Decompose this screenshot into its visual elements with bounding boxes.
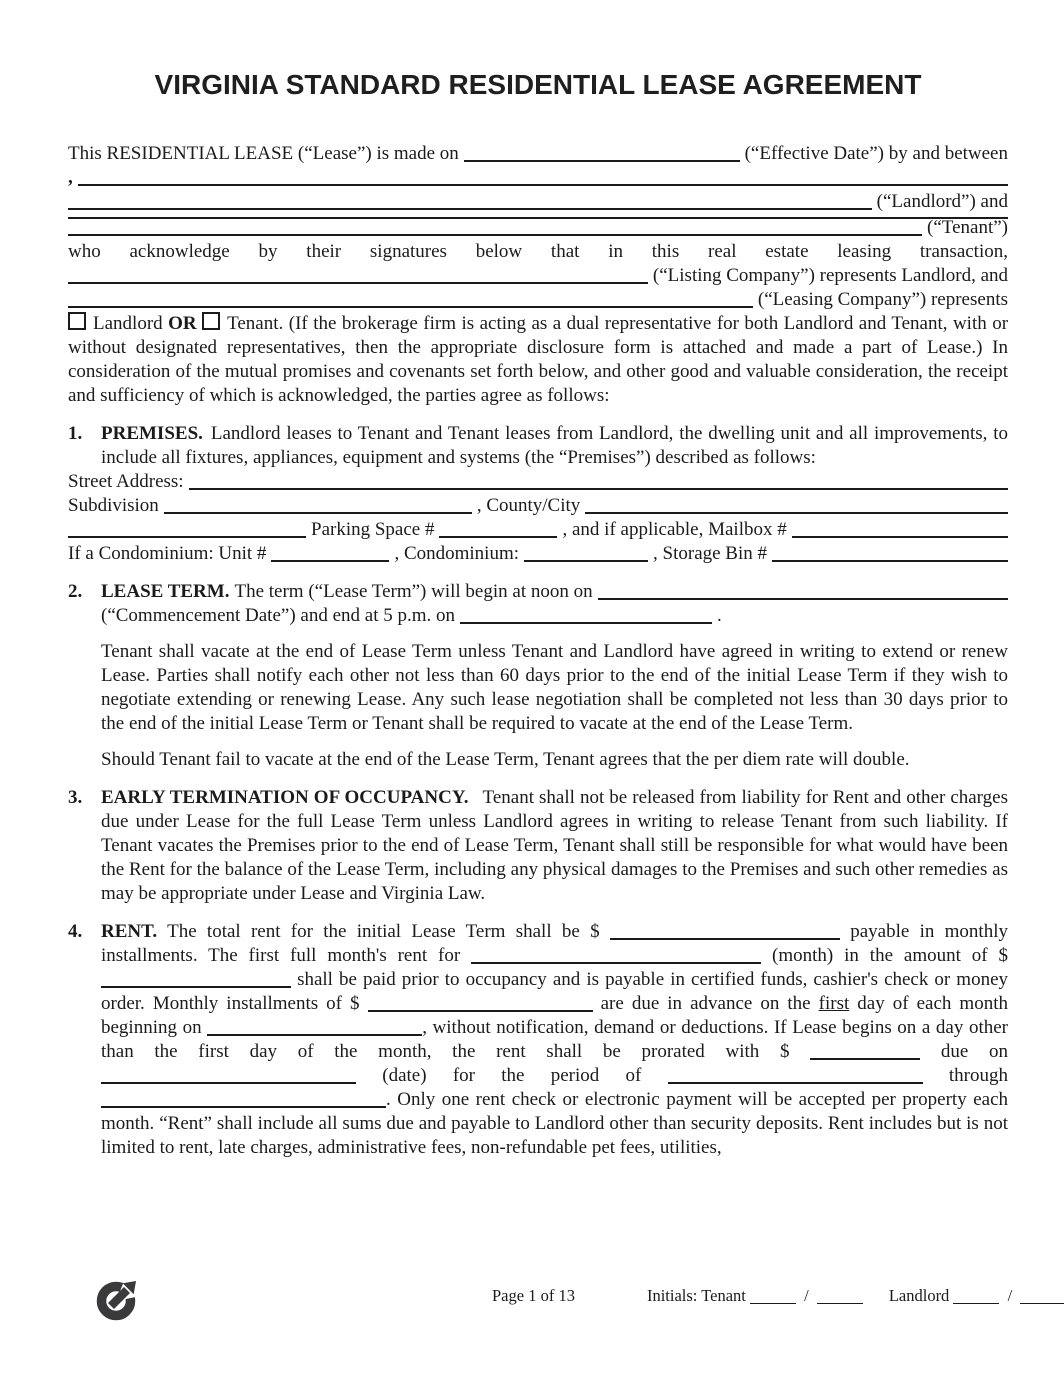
- or-label: OR: [168, 313, 197, 334]
- section-rent-number: 4.: [68, 921, 83, 942]
- end-date-blank[interactable]: [460, 622, 712, 624]
- street-address-blank[interactable]: [189, 488, 1008, 490]
- rent-seg-1: The total rent for the initial Lease Term shall be $: [167, 921, 600, 942]
- commencement-date-blank[interactable]: [598, 598, 1008, 600]
- street-address-line: [68, 470, 1008, 494]
- comma-text: ,: [68, 167, 73, 188]
- storage-bin-label: , Storage Bin #: [653, 543, 768, 564]
- rent-seg-11: . Only one rent check or electronic payment will be accepted per property each month. “Rent” shall include all sums due and payable to Landlord other than security deposits. Rent includes but is not limited to rent, late charges, administrative fees, non-refundable pet fees, utilities,: [101, 1089, 1008, 1158]
- tenant-name-blank-2[interactable]: [68, 234, 922, 236]
- checkbox-tenant-label: Tenant.: [227, 313, 284, 334]
- rent-seg-9: (date) for the period of: [382, 1065, 642, 1086]
- lease-term-paragraph-2: Should Tenant fail to vacate at the end of the Lease Term, Tenant agrees that the per diem rate will double.: [101, 749, 910, 770]
- first-month-blank[interactable]: [471, 962, 761, 964]
- landlord-text: (“Landlord”) and: [876, 191, 1008, 212]
- intro-block: [68, 142, 1008, 408]
- section-lease-term-number: 2.: [68, 581, 83, 602]
- tenant-checkbox[interactable]: [202, 312, 220, 330]
- storage-bin-blank[interactable]: [772, 560, 1008, 562]
- page-number-label: Page 1 of 13: [492, 1286, 575, 1305]
- subdivision-blank[interactable]: [164, 512, 472, 514]
- effective-date-text: (“Effective Date”) by and between: [744, 143, 1008, 164]
- premises-heading: PREMISES.: [101, 423, 203, 444]
- circular-arrow-logo: [96, 1268, 142, 1324]
- section-lease-term: [68, 580, 1008, 772]
- initials-slash-1: /: [804, 1286, 809, 1305]
- mailbox-blank[interactable]: [792, 536, 1008, 538]
- prorated-due-date-blank[interactable]: [101, 1082, 356, 1084]
- listing-company-blank[interactable]: [68, 282, 648, 284]
- intro-line-tenant: [68, 216, 1008, 240]
- section-rent: [68, 920, 1008, 1160]
- checkbox-landlord-label: Landlord: [93, 313, 163, 334]
- made-on-text: This RESIDENTIAL LEASE (“Lease”) is made on: [68, 143, 459, 164]
- landlord-initials-blank-1[interactable]: [953, 1303, 999, 1304]
- rent-seg-4: shall be paid prior to occupancy and is payable in certified funds, cashier's check or money order. Monthly installments of $: [101, 969, 1009, 1014]
- section-early-termination: [68, 786, 1008, 906]
- condominium-label: , Condominium:: [394, 543, 520, 564]
- intro-line-made-on: [68, 142, 1008, 166]
- lease-begin-text: The term (“Lease Term”) will begin at noon on: [234, 581, 593, 602]
- first-underlined-word: first: [818, 993, 850, 1014]
- lease-end-period: .: [717, 605, 722, 626]
- subdivision-line: [68, 494, 1008, 518]
- brokerage-text: (If the brokerage firm is acting as a dual representative for both Landlord and Tenant, with or without designated representatives, then the appropriate disclosure form is attached and made a part of Lease.) In consideration of the mutual promises and covenants set forth below, and other good and valuable consideration, the receipt and sufficiency of which is acknowledged, the parties agree as follows:: [68, 313, 1009, 406]
- intro-line-listing: [68, 264, 1008, 288]
- intro-line-acknowledge: who acknowledge by their signatures below that in this real estate leasing transaction,: [68, 241, 1008, 262]
- unit-number-blank[interactable]: [271, 560, 389, 562]
- premises-paragraph: [101, 422, 1008, 470]
- subdivision-label: Subdivision: [68, 495, 159, 516]
- effective-date-blank[interactable]: [464, 160, 740, 162]
- street-address-label: Street Address:: [68, 471, 184, 492]
- leasing-company-blank[interactable]: [68, 306, 753, 308]
- lease-term-heading: LEASE TERM.: [101, 581, 230, 602]
- rent-seg-3: (month) in the amount of $: [772, 945, 1009, 966]
- intro-line-comma: [68, 166, 1008, 190]
- initials-slash-2: /: [1007, 1286, 1013, 1305]
- section-premises: [68, 422, 1008, 470]
- parking-line: [68, 518, 1008, 542]
- rent-heading: RENT.: [101, 921, 158, 942]
- lease-term-line-1: [101, 580, 1008, 604]
- lease-term-line-2: [101, 604, 1008, 628]
- county-city-label: , County/City: [476, 495, 581, 516]
- tenant-initials-blank-2[interactable]: [817, 1303, 863, 1304]
- condo-unit-label: If a Condominium: Unit #: [68, 543, 267, 564]
- parking-space-blank[interactable]: [439, 536, 557, 538]
- page-footer: [68, 1268, 1014, 1324]
- landlord-checkbox[interactable]: [68, 312, 86, 330]
- rent-seg-8: due on: [940, 1041, 1009, 1062]
- parking-space-label: Parking Space #: [311, 519, 435, 540]
- landlord-initials-blank-2[interactable]: [1020, 1303, 1064, 1304]
- rent-seg-10: through: [948, 1065, 1008, 1086]
- intro-line-leasing: [68, 288, 1008, 312]
- tenant-text: (“Tenant”): [927, 217, 1008, 238]
- section-early-termination-number: 3.: [68, 787, 83, 808]
- premises-body: Landlord leases to Tenant and Tenant leases from Landlord, the dwelling unit and all improvements, to include all fixtures, appliances, equipment and systems (the “Premises”) described as follows:: [101, 423, 1008, 468]
- lease-end-text: (“Commencement Date”) and end at 5 p.m. on: [101, 605, 456, 626]
- condominium-name-blank[interactable]: [524, 560, 648, 562]
- listing-company-text: (“Listing Company”) represents Landlord, and: [652, 265, 1008, 286]
- rent-seg-2: payable in monthly installments. The first full month's rent for: [101, 921, 1008, 966]
- landlord-name-blank-2[interactable]: [68, 208, 872, 210]
- total-rent-blank[interactable]: [610, 938, 840, 940]
- landlord-name-blank-1[interactable]: [78, 184, 1008, 186]
- brokerage-paragraph: [68, 312, 1008, 408]
- initials-tenant-label: Initials: Tenant: [646, 1286, 746, 1305]
- early-termination-heading: EARLY TERMINATION OF OCCUPANCY.: [101, 787, 469, 808]
- prorated-amount-blank[interactable]: [810, 1058, 920, 1060]
- page-content: [68, 70, 1008, 1160]
- rent-seg-6: day of each month beginning on: [101, 993, 1008, 1038]
- initials-landlord-label: Landlord: [888, 1286, 950, 1305]
- document-title: VIRGINIA STANDARD RESIDENTIAL LEASE AGREEMENT: [154, 69, 922, 100]
- rent-seg-7: , without notification, demand or deductions. If Lease begins on a day other than the first day of the month, the rent shall be prorated with $: [101, 1017, 1009, 1062]
- tenant-name-blank-1[interactable]: [68, 217, 1008, 219]
- early-termination-paragraph: [101, 786, 1008, 906]
- mailbox-label: , and if applicable, Mailbox #: [562, 519, 787, 540]
- first-month-amount-blank[interactable]: [101, 986, 291, 988]
- monthly-installment-blank[interactable]: [368, 1010, 593, 1012]
- begin-date-blank[interactable]: [207, 1034, 422, 1036]
- intro-line-landlord: [68, 190, 1008, 214]
- leasing-company-text: (“Leasing Company”) represents: [757, 289, 1008, 310]
- period-start-blank[interactable]: [668, 1082, 923, 1084]
- lease-term-paragraph-1: Tenant shall vacate at the end of Lease Term unless Tenant and Landlord have agreed in writing to extend or renew Lease. Parties shall notify each other not less than 60 days prior to the end of the initial Lease Term if they wish to negotiate extending or renewing Lease. Any such lease negotiation shall be completed not less than 30 days prior to the end of the initial Lease Term or Tenant shall be required to vacate at the end of the Lease Term.: [101, 641, 1008, 734]
- initials-tenant-group: [647, 1284, 863, 1308]
- rent-paragraph: [101, 920, 1008, 1160]
- initials-landlord-group: [889, 1284, 1064, 1308]
- premises-form: [68, 470, 1008, 566]
- period-end-blank[interactable]: [101, 1106, 386, 1108]
- early-termination-body: Tenant shall not be released from liability for Rent and other charges due under Lease for the full Lease Term unless Landlord agrees in writing to release Tenant from such liability. If Tenant vacates the Premises prior to the end of Lease Term, Tenant shall still be responsible for what would have been the Rent for the balance of the Lease Term, including any physical damages to the Premises and such other remedies as may be appropriate under Lease and Virginia Law.: [101, 787, 1008, 904]
- condominium-line: [68, 542, 1008, 566]
- county-city-blank[interactable]: [585, 512, 1008, 514]
- county-city-continued-blank[interactable]: [68, 536, 306, 538]
- rent-seg-5: are due in advance on the: [600, 993, 811, 1014]
- section-premises-number: 1.: [68, 423, 83, 444]
- tenant-initials-blank-1[interactable]: [750, 1303, 796, 1304]
